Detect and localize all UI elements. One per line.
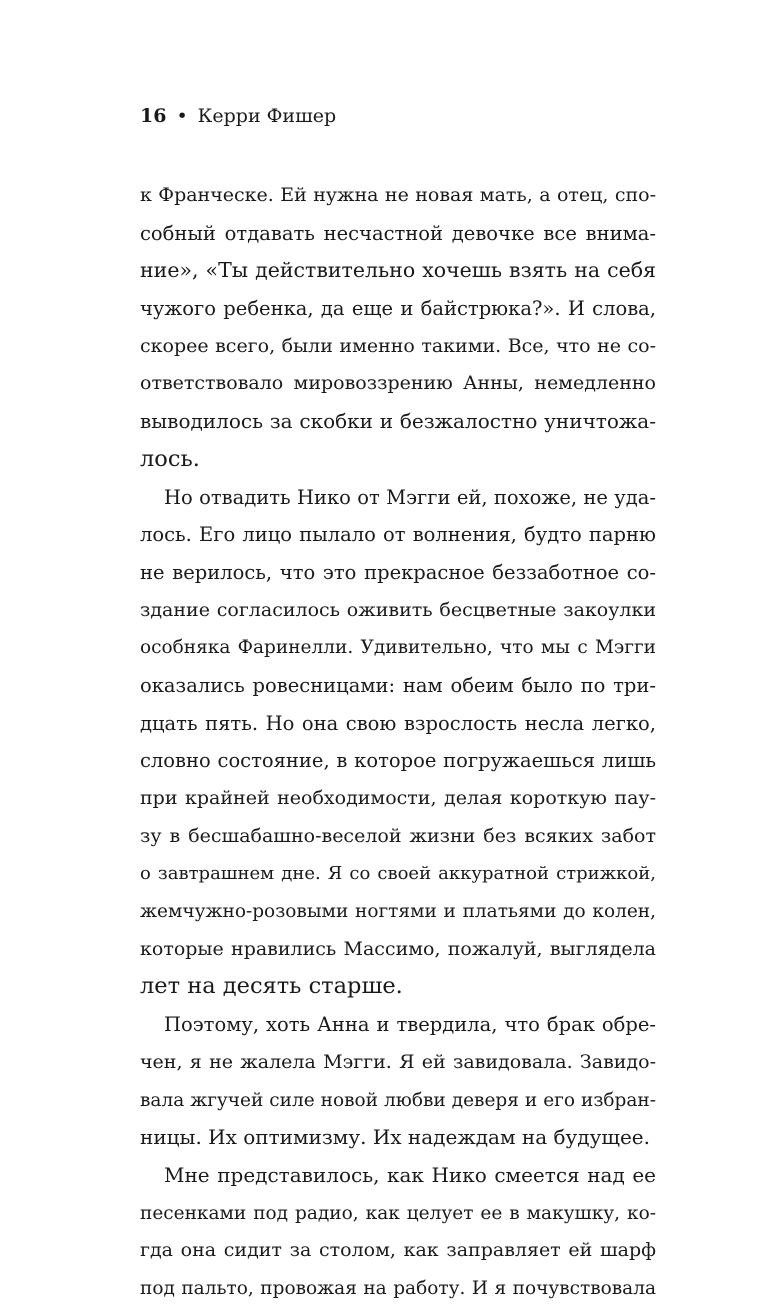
page-number: 16 — [140, 105, 167, 127]
text-line: лось. Его лицо пылало от волнения, будто парню — [140, 523, 656, 547]
text-line: жемчужно-розовыми ногтями и платьями до колен, — [140, 901, 656, 923]
paragraph-start-line: Мне представилось, как Нико смеется над ее — [164, 1162, 656, 1187]
header-separator: • — [176, 105, 188, 127]
text-line: лет на десять старше. — [140, 973, 403, 1000]
text-line: ответствовало мировоззрению Анны, немедленно — [140, 372, 656, 395]
body-text — [140, 177, 656, 1308]
text-line: словно состояние, в которое погружаешься лишь — [140, 749, 656, 773]
text-line: которые нравились Массимо, пожалуй, выглядела — [140, 937, 656, 960]
text-line: особняка Фаринелли. Удивительно, что мы с Мэгги — [140, 637, 656, 659]
text-line: собный отдавать несчастной девочке все внима- — [140, 221, 656, 245]
text-line: гда она сидит за столом, как заправляет ей шарф — [140, 1239, 656, 1262]
paragraph-start-line: Но отвадить Нико от Мэгги ей, похоже, не уда- — [164, 485, 656, 509]
text-line: при крайней необходимости, делая короткую пау- — [140, 787, 656, 809]
text-line: дцать пять. Но она свою взрослость несла легко, — [140, 711, 656, 735]
text-line: чужого ребенка, да еще и байстрюка?». И слова, — [140, 297, 656, 321]
text-line: ние», «Ты действительно хочешь взять на себя — [140, 258, 656, 283]
text-line: к Франческе. Ей нужна не новая мать, а отец, спо- — [140, 184, 656, 206]
text-line: оказались ровесницами: нам обеим было по три- — [140, 673, 656, 697]
text-line: под пальто, провожая на работу. И я почувствовала — [140, 1277, 656, 1299]
text-line: выводилось за скобки и безжалостно уничтожа- — [140, 409, 656, 434]
text-line: ницы. Их оптимизму. Их надеждам на будущее. — [140, 1125, 650, 1150]
text-line: о завтрашнем дне. Я со своей аккуратной стрижкой, — [140, 863, 656, 885]
running-head — [140, 103, 336, 129]
text-line: здание согласилось оживить бесцветные закоулки — [140, 598, 656, 621]
book-author: Керри Фишер — [197, 105, 337, 127]
text-line: зу в бесшабашно-веселой жизни без всяких забот — [140, 824, 656, 847]
text-line: скорее всего, были именно такими. Все, что не со- — [140, 334, 656, 357]
text-line: лось. — [140, 445, 200, 472]
text-line: не верилось, что это прекрасное беззаботное со- — [140, 560, 656, 584]
text-line: чен, я не жалела Мэгги. Я ей завидовала. Завидо- — [140, 1050, 656, 1073]
text-line: вала жгучей силе новой любви деверя и его избран- — [140, 1089, 656, 1111]
text-line: песенками под радио, как целует ее в макушку, ко- — [140, 1202, 656, 1224]
paragraph-start-line: Поэтому, хоть Анна и твердила, что брак обре- — [164, 1013, 656, 1037]
